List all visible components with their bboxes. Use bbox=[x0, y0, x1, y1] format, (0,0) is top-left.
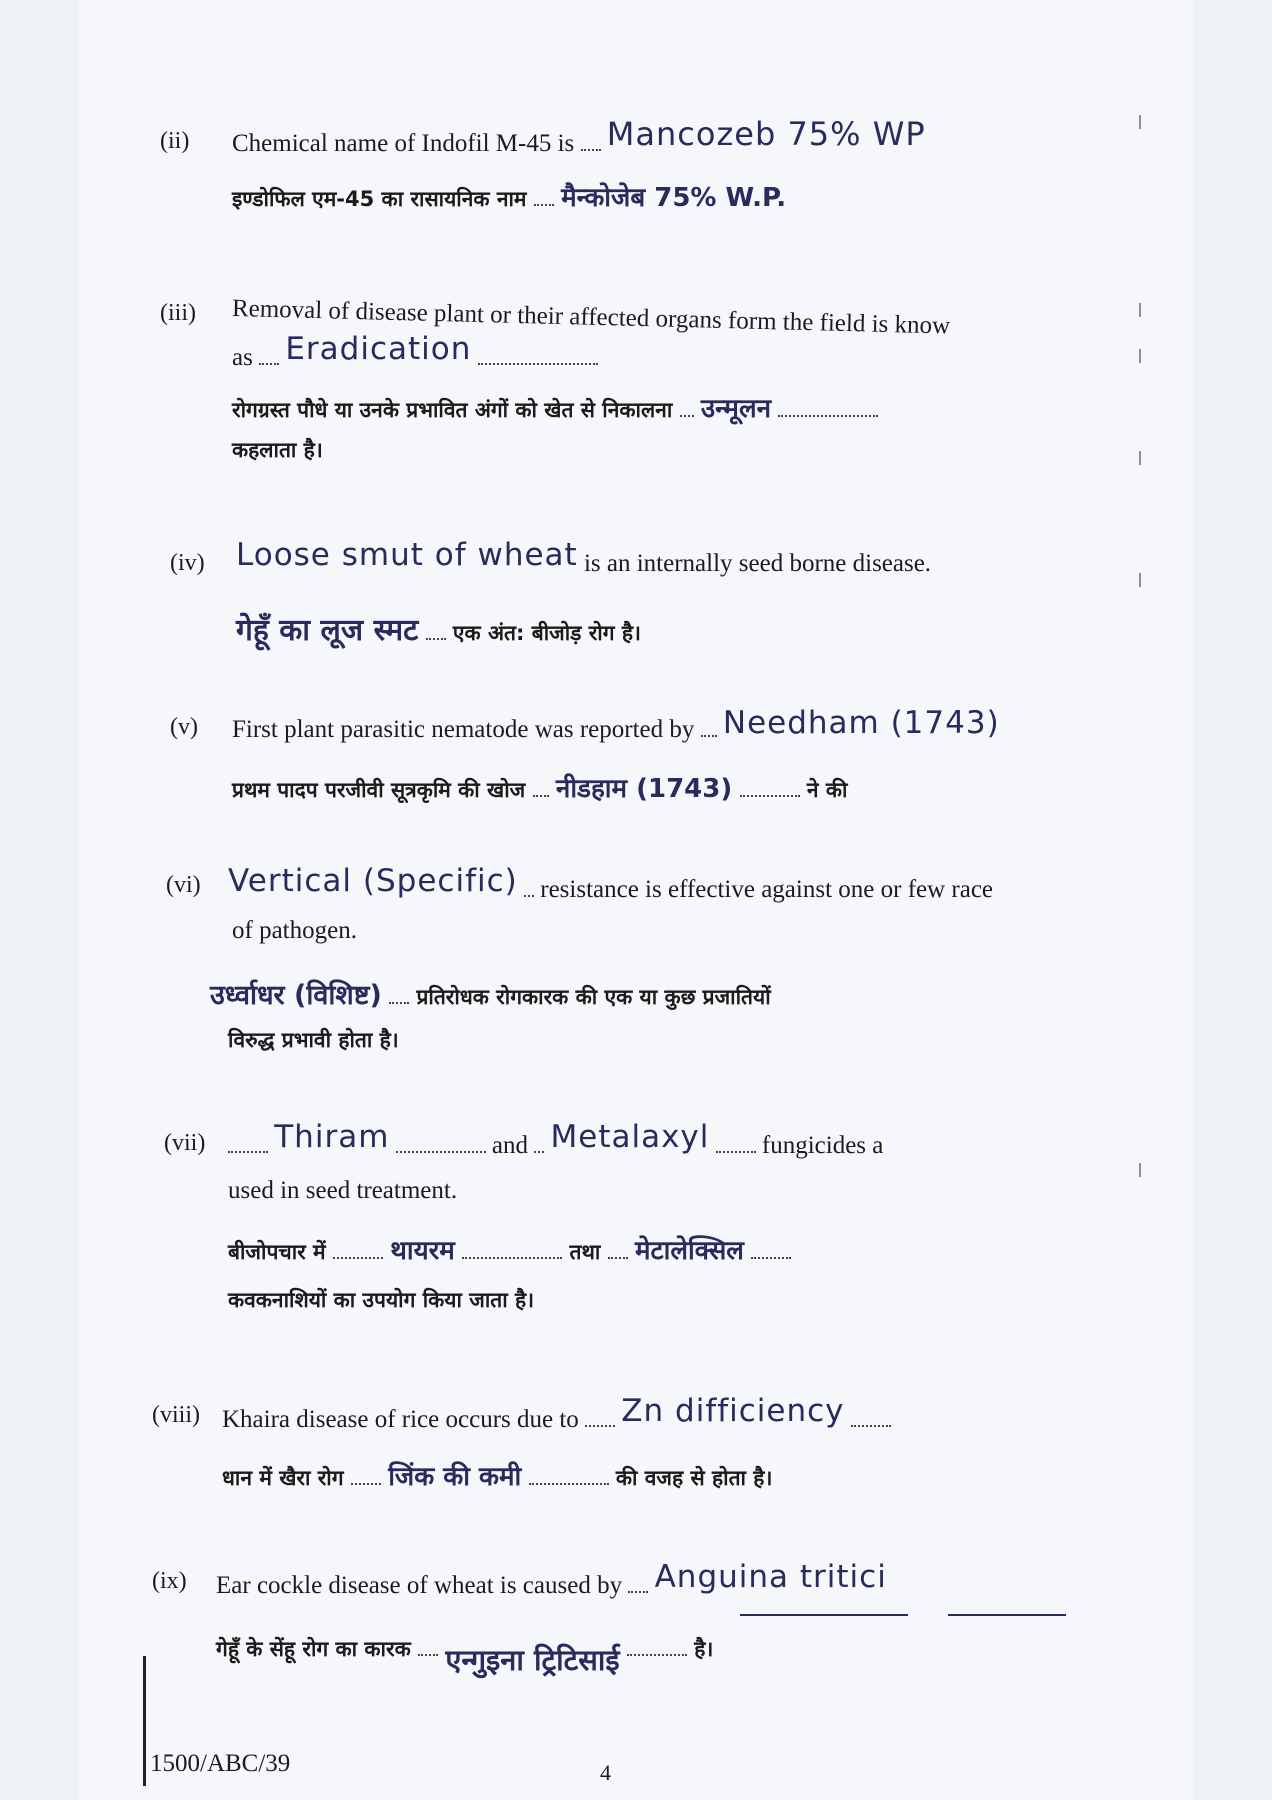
item-vii-number: (vii) bbox=[164, 1130, 206, 1156]
item-vii-hi-answer1: थायरम bbox=[390, 1236, 455, 1266]
blank-dots bbox=[533, 795, 549, 797]
item-iv-hindi bbox=[236, 613, 641, 648]
blank-dots bbox=[680, 415, 694, 417]
item-iii-hi-line2: कहलाता है। bbox=[232, 438, 323, 462]
item-ii-hi-answer: मैन्कोजेब 75% W.P. bbox=[561, 183, 787, 213]
item-v-hi-suffix: ने की bbox=[806, 778, 848, 802]
item-vi-hi-suffix: प्रतिरोधक रोगकारक की एक या कुछ प्रजातियों bbox=[416, 985, 771, 1009]
blank-dots bbox=[701, 735, 717, 737]
item-viii-en-prefix: Khaira disease of rice occurs due to bbox=[222, 1406, 579, 1433]
margin-mark: ǀ bbox=[1138, 1160, 1143, 1182]
blank-dots bbox=[851, 1425, 891, 1427]
item-v-hindi bbox=[232, 776, 847, 802]
blank-dots bbox=[228, 1151, 268, 1153]
blank-dots bbox=[581, 149, 601, 151]
item-v-hi-answer: नीडहाम (1743) bbox=[555, 774, 733, 804]
item-iii-hi-answer: उन्मूलन bbox=[700, 394, 772, 424]
item-ix-english bbox=[216, 1559, 887, 1599]
blank-dots bbox=[534, 1151, 544, 1153]
item-vii-english bbox=[228, 1119, 884, 1159]
item-ii-en-answer: Mancozeb 75% WP bbox=[606, 115, 926, 153]
blank-dots bbox=[478, 363, 598, 365]
item-vi-en-answer: Vertical (Specific) bbox=[228, 863, 518, 899]
item-vii-hi-answer2: मेटालेक्सिल bbox=[634, 1236, 744, 1266]
blank-dots bbox=[396, 1151, 486, 1153]
item-vi-number: (vi) bbox=[166, 872, 201, 898]
item-vi-english bbox=[228, 863, 994, 903]
margin-rule bbox=[143, 1656, 146, 1786]
item-ix-hi-suffix: है। bbox=[694, 1637, 714, 1661]
margin-mark: ǀ bbox=[1138, 112, 1143, 134]
item-v-en-prefix: First plant parasitic nematode was reported by bbox=[232, 716, 695, 743]
blank-dots bbox=[529, 1483, 609, 1485]
item-iii-en-prefix: as bbox=[232, 344, 253, 371]
item-v-en-answer: Needham (1743) bbox=[722, 705, 1000, 741]
item-vii-en-answer2: Metalaxyl bbox=[550, 1119, 710, 1155]
item-iii-number: (iii) bbox=[160, 300, 196, 326]
item-viii-hi-answer: जिंक की कमी bbox=[388, 1462, 522, 1492]
blank-dots bbox=[259, 363, 279, 365]
margin-mark: ǀ bbox=[1138, 300, 1143, 322]
item-ii-number: (ii) bbox=[160, 128, 190, 154]
item-iv-en-suffix: is an internally seed borne disease. bbox=[583, 550, 932, 577]
item-ii-english bbox=[232, 115, 926, 157]
item-iv-english bbox=[236, 537, 932, 577]
item-v-number: (v) bbox=[170, 714, 198, 740]
blank-dots bbox=[628, 1591, 648, 1593]
blank-dots bbox=[751, 1257, 791, 1259]
blank-dots bbox=[462, 1257, 562, 1259]
item-viii-en-answer: Zn difficiency bbox=[621, 1393, 845, 1429]
item-iv-hi-answer: गेहूँ का लूज स्मट bbox=[236, 613, 419, 648]
blank-dots bbox=[524, 895, 534, 897]
item-iv-hi-suffix: एक अंत: बीजोड़ रोग है। bbox=[452, 621, 641, 645]
blank-dots bbox=[716, 1151, 756, 1153]
blank-dots bbox=[740, 795, 800, 797]
item-viii-number: (viii) bbox=[152, 1402, 200, 1428]
item-ix-number: (ix) bbox=[152, 1568, 187, 1594]
paper-code: 1500/ABC/39 bbox=[150, 1750, 291, 1777]
blank-dots bbox=[608, 1257, 628, 1259]
blank-dots bbox=[418, 1654, 438, 1656]
item-vii-hi-and: तथा bbox=[569, 1240, 601, 1264]
item-viii-english bbox=[222, 1393, 891, 1433]
item-vi-hi-answer: उर्ध्वाधर (विशिष्ट) bbox=[210, 980, 382, 1011]
item-ix-en-answer: Anguina tritici bbox=[654, 1559, 887, 1595]
margin-mark: ǀ bbox=[1138, 346, 1143, 368]
blank-dots bbox=[585, 1425, 615, 1427]
item-iii-en-line1: Removal of disease plant or their affected organs form the field is know bbox=[231, 295, 951, 340]
item-iv-en-answer: Loose smut of wheat bbox=[236, 537, 578, 573]
item-viii-hi-suffix: की वजह से होता है। bbox=[615, 1466, 773, 1490]
item-vi-en-line2: of pathogen. bbox=[232, 917, 357, 944]
blank-dots bbox=[351, 1483, 381, 1485]
margin-mark: ǀ bbox=[1138, 448, 1143, 470]
blank-dots bbox=[333, 1257, 383, 1259]
item-ii-en-prefix: Chemical name of Indofil M-45 is bbox=[232, 130, 575, 157]
item-ix-hi-answer: एन्गुइना ट्रिटिसाई bbox=[445, 1643, 620, 1677]
blank-dots bbox=[534, 204, 554, 206]
item-vii-hi-prefix: बीजोपचार में bbox=[228, 1240, 326, 1264]
item-ix-hi-prefix: गेहूँ के सेंहू रोग का कारक bbox=[216, 1637, 411, 1661]
item-iii-hindi bbox=[232, 396, 878, 422]
item-vii-en-answer1: Thiram bbox=[274, 1119, 390, 1155]
item-vii-en-line2: used in seed treatment. bbox=[228, 1177, 458, 1204]
item-ix-en-prefix: Ear cockle disease of wheat is caused by bbox=[216, 1572, 623, 1599]
item-iii-en-line2 bbox=[232, 331, 598, 371]
answer-underline bbox=[948, 1614, 1066, 1616]
page-number: 4 bbox=[600, 1760, 611, 1785]
item-iii-en-answer: Eradication bbox=[285, 331, 472, 367]
item-v-english bbox=[232, 705, 1000, 743]
item-ii-hindi bbox=[232, 185, 786, 211]
item-vii-hindi bbox=[228, 1238, 791, 1264]
item-ix-hindi bbox=[216, 1632, 714, 1677]
blank-dots bbox=[389, 1002, 409, 1004]
item-viii-hi-prefix: धान में खैरा रोग bbox=[222, 1466, 344, 1490]
blank-dots bbox=[426, 638, 446, 640]
item-vi-hindi bbox=[210, 982, 771, 1009]
blank-dots bbox=[627, 1654, 687, 1656]
item-vi-en-suffix: resistance is effective against one or few race bbox=[540, 876, 994, 903]
blank-dots bbox=[778, 415, 878, 417]
item-vii-en-and: and bbox=[491, 1132, 528, 1159]
item-viii-hindi bbox=[222, 1464, 772, 1490]
item-iv-number: (iv) bbox=[170, 550, 205, 576]
answer-underline bbox=[740, 1614, 908, 1616]
item-v-hi-prefix: प्रथम पादप परजीवी सूत्रकृमि की खोज bbox=[232, 778, 526, 802]
item-vii-en-suffix: fungicides a bbox=[761, 1132, 884, 1159]
item-vi-hi-line2: विरुद्ध प्रभावी होता है। bbox=[228, 1028, 399, 1052]
item-iii-hi-line1: रोगग्रस्त पौधे या उनके प्रभावित अंगों को खेत से निकालना bbox=[232, 398, 673, 422]
margin-mark: ǀ bbox=[1138, 570, 1143, 592]
item-ii-hi-prefix: इण्डोफिल एम-45 का रासायनिक नाम bbox=[232, 187, 527, 211]
item-vii-hi-line2: कवकनाशियों का उपयोग किया जाता है। bbox=[228, 1288, 535, 1312]
